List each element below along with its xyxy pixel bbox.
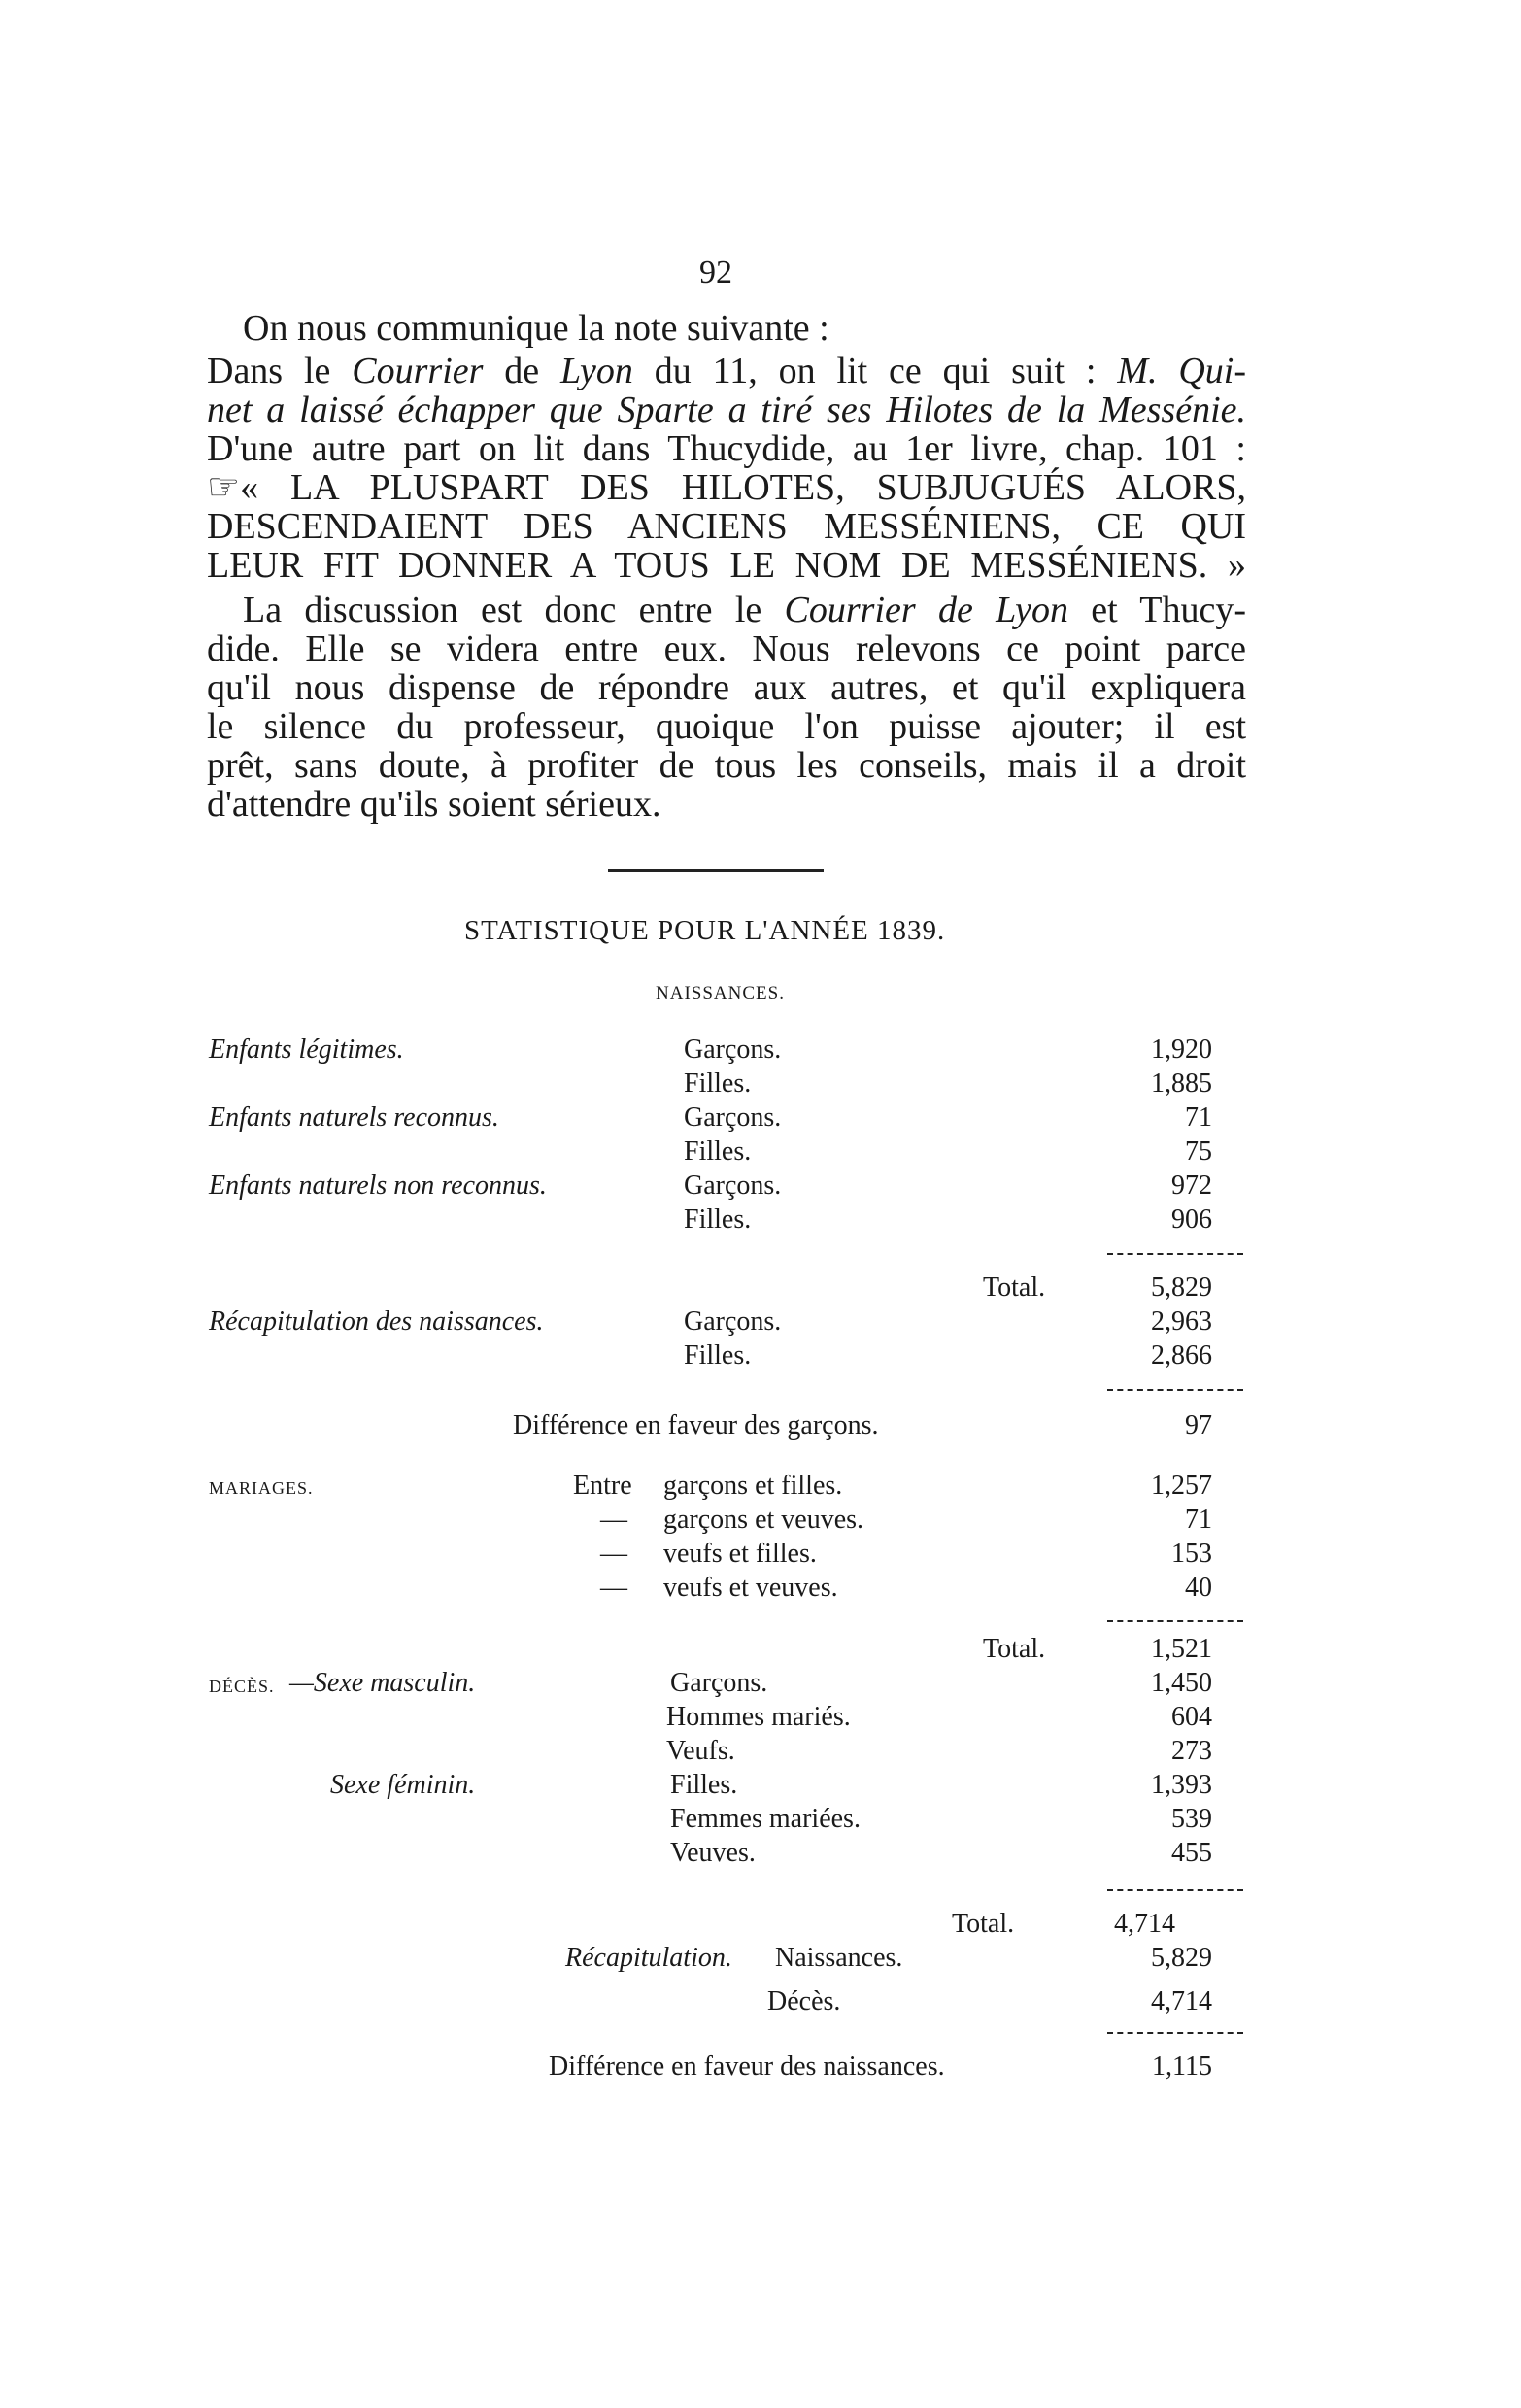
births-total-value: 5,829 [1151, 1272, 1212, 1303]
births-sex-5: Filles. [684, 1204, 752, 1235]
marriage-prefix-2: — [600, 1539, 627, 1569]
marriage-desc-0: garçons et filles. [663, 1471, 843, 1501]
courrier-word: Courrier [352, 351, 484, 391]
births-sex-3: Filles. [684, 1136, 752, 1167]
naissances-heading: NAISSANCES. [656, 983, 785, 1003]
para2-line1: La discussion est donc entre le Courrier de Lyon et Thucy- [243, 590, 1246, 630]
lyon-word: Lyon [560, 351, 633, 391]
births-total-rule [1107, 1253, 1243, 1255]
death-desc-3: Filles. [670, 1770, 738, 1800]
births-cat-non-reconnus: Enfants naturels non reconnus. [209, 1170, 547, 1201]
marriage-prefix-0: Entre [573, 1471, 632, 1501]
recap2-births-label: Naissances. [775, 1943, 903, 1973]
final-rule [1107, 2032, 1243, 2034]
births-cat-reconnus: Enfants naturels reconnus. [209, 1102, 499, 1133]
recap2-births-value: 5,829 [1151, 1943, 1212, 1973]
deces-male-label: —Sexe masculin. [289, 1668, 476, 1698]
recap-sex-0: Garçons. [684, 1306, 782, 1337]
recap2-deaths-label: Décès. [767, 1986, 841, 2017]
births-value-1: 1,885 [1151, 1068, 1212, 1099]
births-sex-4: Garçons. [684, 1170, 782, 1201]
para2-line5: prêt, sans doute, à profiter de tous les conseils, mais il a droit [207, 745, 1246, 786]
diff-boys-label: Différence en faveur des garçons. [513, 1410, 879, 1441]
recap2-label: Récapitulation. [565, 1943, 732, 1973]
para1-line2: net a laissé échapper que Sparte a tiré ses Hilotes de la Messénie. [207, 390, 1246, 430]
marriage-desc-1: garçons et veuves. [663, 1505, 864, 1535]
marriages-rule [1107, 1620, 1243, 1622]
births-value-4: 972 [1171, 1170, 1212, 1201]
recap-births-label: Récapitulation des naissances. [209, 1306, 544, 1337]
death-value-1: 604 [1171, 1702, 1212, 1732]
stats-title: STATISTIQUE POUR L'ANNÉE 1839. [464, 915, 946, 946]
para2-line4: le silence du professeur, quoique l'on puisse ajouter; il est [207, 706, 1246, 747]
intro-line: On nous communique la note suivante : [243, 308, 829, 349]
marriage-value-0: 1,257 [1151, 1471, 1212, 1501]
death-value-3: 1,393 [1151, 1770, 1212, 1800]
para2-line3: qu'il nous dispense de répondre aux autres, et qu'il expliquera [207, 667, 1246, 708]
births-value-3: 75 [1185, 1136, 1212, 1167]
marriage-desc-2: veufs et filles. [663, 1539, 817, 1569]
recap-sex-1: Filles. [684, 1340, 752, 1371]
death-desc-5: Veuves. [670, 1838, 756, 1868]
deces-heading: DÉCÈS. [209, 1677, 275, 1696]
page-number: 92 [699, 254, 732, 290]
recap-value-1: 2,866 [1151, 1340, 1212, 1371]
death-value-4: 539 [1171, 1804, 1212, 1834]
para2-line2: dide. Elle se videra entre eux. Nous relevons ce point parce [207, 628, 1246, 669]
births-value-2: 71 [1185, 1102, 1212, 1133]
death-value-0: 1,450 [1151, 1668, 1212, 1698]
death-desc-2: Veufs. [666, 1736, 735, 1766]
para1-line6: LEUR FIT DONNER A TOUS LE NOM DE MESSÉNIENS. » [207, 545, 1246, 586]
diff-boys-value: 97 [1185, 1410, 1212, 1441]
para2-line6: d'attendre qu'ils soient sérieux. [207, 784, 661, 825]
death-desc-4: Femmes mariées. [670, 1804, 861, 1834]
courrier-de-lyon: Courrier de Lyon [784, 590, 1068, 630]
diff-births-label: Différence en faveur des naissances. [549, 2052, 945, 2082]
births-sex-0: Garçons. [684, 1034, 782, 1065]
births-value-0: 1,920 [1151, 1034, 1212, 1065]
deces-female-label: Sexe féminin. [330, 1770, 476, 1800]
deaths-rule [1107, 1889, 1243, 1891]
para1-line3: D'une autre part on lit dans Thucydide, au 1er livre, chap. 101 : [207, 428, 1246, 469]
death-desc-1: Hommes mariés. [666, 1702, 851, 1732]
death-value-5: 455 [1171, 1838, 1212, 1868]
recap-value-0: 2,963 [1151, 1306, 1212, 1337]
para1-line5: DESCENDAIENT DES ANCIENS MESSÉNIENS, CE QUI [207, 506, 1246, 547]
mariages-heading: MARIAGES. [209, 1478, 314, 1498]
para1-line1: Dans le Courrier de Lyon du 11, on lit ce qui suit : M. Qui- [207, 351, 1246, 391]
marriages-total-value: 1,521 [1151, 1634, 1212, 1664]
marriage-prefix-3: — [600, 1573, 627, 1603]
deaths-total-value: 4,714 [1114, 1909, 1175, 1939]
births-value-5: 906 [1171, 1204, 1212, 1235]
death-desc-0: Garçons. [670, 1668, 768, 1698]
marriage-value-3: 40 [1185, 1573, 1212, 1603]
births-sex-1: Filles. [684, 1068, 752, 1099]
para1-line4: ☞« LA PLUSPART DES HILOTES, SUBJUGUÉS ALORS, [207, 467, 1246, 508]
births-cat-legitimes: Enfants légitimes. [209, 1034, 404, 1065]
marriages-total-label: Total. [983, 1634, 1046, 1664]
births-total-label: Total. [983, 1272, 1046, 1303]
marriage-value-1: 71 [1185, 1505, 1212, 1535]
section-separator [608, 869, 824, 872]
marriage-desc-3: veufs et veuves. [663, 1573, 838, 1603]
marriage-prefix-1: — [600, 1505, 627, 1535]
births-sex-2: Garçons. [684, 1102, 782, 1133]
recap-rule [1107, 1389, 1243, 1391]
deaths-total-label: Total. [952, 1909, 1015, 1939]
recap2-deaths-value: 4,714 [1151, 1986, 1212, 2017]
marriage-value-2: 153 [1171, 1539, 1212, 1569]
diff-births-value: 1,115 [1152, 2052, 1212, 2082]
death-value-2: 273 [1171, 1736, 1212, 1766]
